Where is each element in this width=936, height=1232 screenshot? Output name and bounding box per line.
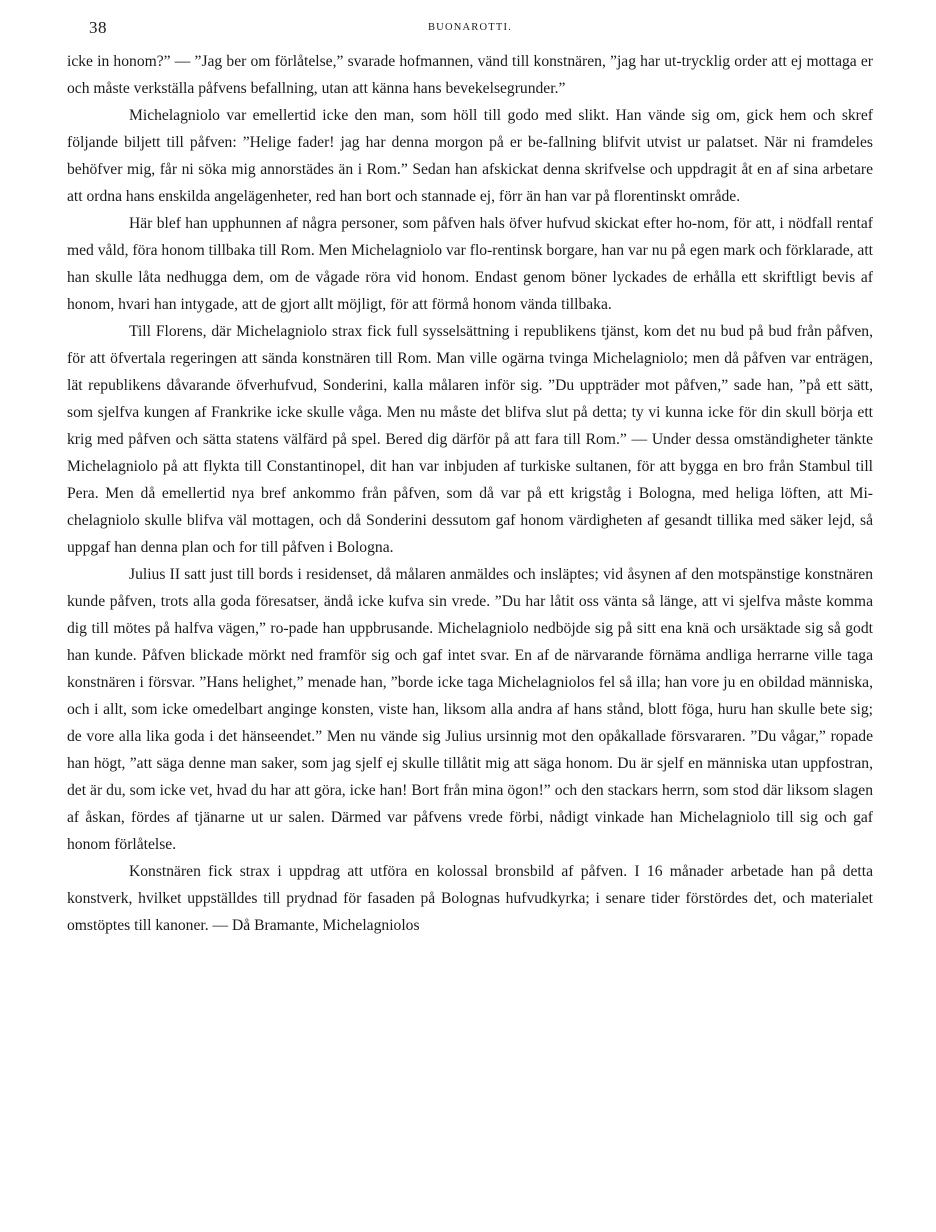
- paragraph: Konstnären fick strax i uppdrag att utföra en kolossal bronsbild af påfven. I 16 månader arbetade han på detta konstverk, hvilket uppställdes till prydnad för fasaden på Bolognas hufvudkyrka; i senare tider förstördes det, och materialet omstöptes till kanoner. — Då Bramante, Michelagniolos: [67, 863, 873, 934]
- page-header: [67, 18, 873, 46]
- paragraph: Till Florens, där Michelagniolo strax fick full sysselsättning i republikens tjänst, kom det nu bud på bud från påfven, för att öfvertala regeringen att sända konstnären till Rom. Man ville ogärna tvinga Michelagniolo; men då påfven var enträgen, lät republikens dåvarande öfverhufvud, Sonderini, kalla målaren inför sig. ”Du uppträder mot påfven,” sade han, ”på ett sätt, som sjelfva kungen af Frankrike icke skulle våga. Men nu måste det blifva slut på detta; ty vi kunna icke för din skull börja ett krig med påfven och sätta statens välfärd på spel. Bered dig därför på att fara till Rom.” — Under dessa omständigheter tänkte Michelagniolo på att flykta till Constantinopel, dit han var inbjuden af turkiske sultanen, för att bygga en bro från Stambul till Pera. Men då emellertid nya bref ankommo från påfven, som då var på ett krigståg i Bologna, med heliga löften, att Mi-chelagniolo skulle blifva väl mottagen, och då Sonderini dessutom gaf honom värdigheten af gesandt tillika med säker lejd, så uppgaf han denna plan och for till påfven i Bologna.: [67, 323, 873, 556]
- book-page: [67, 18, 873, 939]
- paragraph: Julius II satt just till bords i residenset, då målaren anmäldes och insläptes; vid åsynen af den motspänstige konstnären kunde påfven, trots alla goda föresatser, ändå icke kufva sin vrede. ”Du har låtit oss vänta så länge, att vi sjelfva måste komma dig till mötes på halfva vägen,” ro-pade han uppbrusande. Michelagniolo nedböjde sig på sitt ena knä och ursäktade sig så godt han kunde. Påfven blickade mörkt ned framför sig och gaf intet svar. En af de närvarande förnäma andliga herrarne ville taga konstnären i försvar. ”Hans helighet,” menade han, ”borde icke taga Michelagniolos fel så illa; han vore ju en obildad människa, och i allt, som icke omedelbart anginge konsten, viste han, liksom alla andra af hans stånd, blott föga, huru han skulle bete sig; de vore alla lika goda i det hänseendet.” Men nu vände sig Julius ursinnig mot den opåkallade försvararen. ”Du vågar,” ropade han högt, ”att säga denne man saker, som jag sjelf ej skulle tillåtit mig att säga honom. Du är sjelf en människa utan uppfostran, det är du, som icke vet, hvad du har att göra, icke han! Bort från mina ögon!” och den stackars herrn, som stod där liksom slagen af åskan, fördes af tjänarne ut ur salen. Därmed var påfvens vrede förbi, nådigt vinkade han Michelagniolo till sig och gaf honom förlåtelse.: [67, 566, 873, 853]
- paragraph-continuation: icke in honom?” — ”Jag ber om förlåtelse,” svarade hofmannen, vänd till konstnären, ”jag har ut-trycklig order att ej mottaga er och måste verkställa påfvens befallning, utan att känna hans bevekelsegrunder.”: [67, 53, 873, 97]
- paragraph: Michelagniolo var emellertid icke den man, som höll till godo med slikt. Han vände sig om, gick hem och skref följande biljett till påfven: ”Helige fader! jag har denna morgon på er be-fallning blifvit utvist ur palatset. När ni framdeles behöfver mig, får ni söka mig annorstädes än i Rom.” Sedan han afskickat denna skrifvelse och uppdragit åt en af sina arbetare att ordna hans enskilda angelägenheter, red han bort och stannade ej, förr än han var på florentinskt område.: [67, 107, 873, 205]
- paragraph: Här blef han upphunnen af några personer, som påfven hals öfver hufvud skickat efter ho-nom, för att, i nödfall rentaf med våld, föra honom tillbaka till Rom. Men Michelagniolo var flo-rentinsk borgare, han var nu på egen mark och förklarade, att han skulle låta nedhugga dem, om de vågade röra vid honom. Endast genom böner lyckades de erhålla ett skriftligt bevis af honom, hvari han intygade, att de gjort allt möjligt, för att förmå honom vända tillbaka.: [67, 215, 874, 313]
- body-text: [67, 48, 873, 939]
- page-number: 38: [89, 18, 107, 37]
- running-title: BUONAROTTI.: [427, 22, 513, 33]
